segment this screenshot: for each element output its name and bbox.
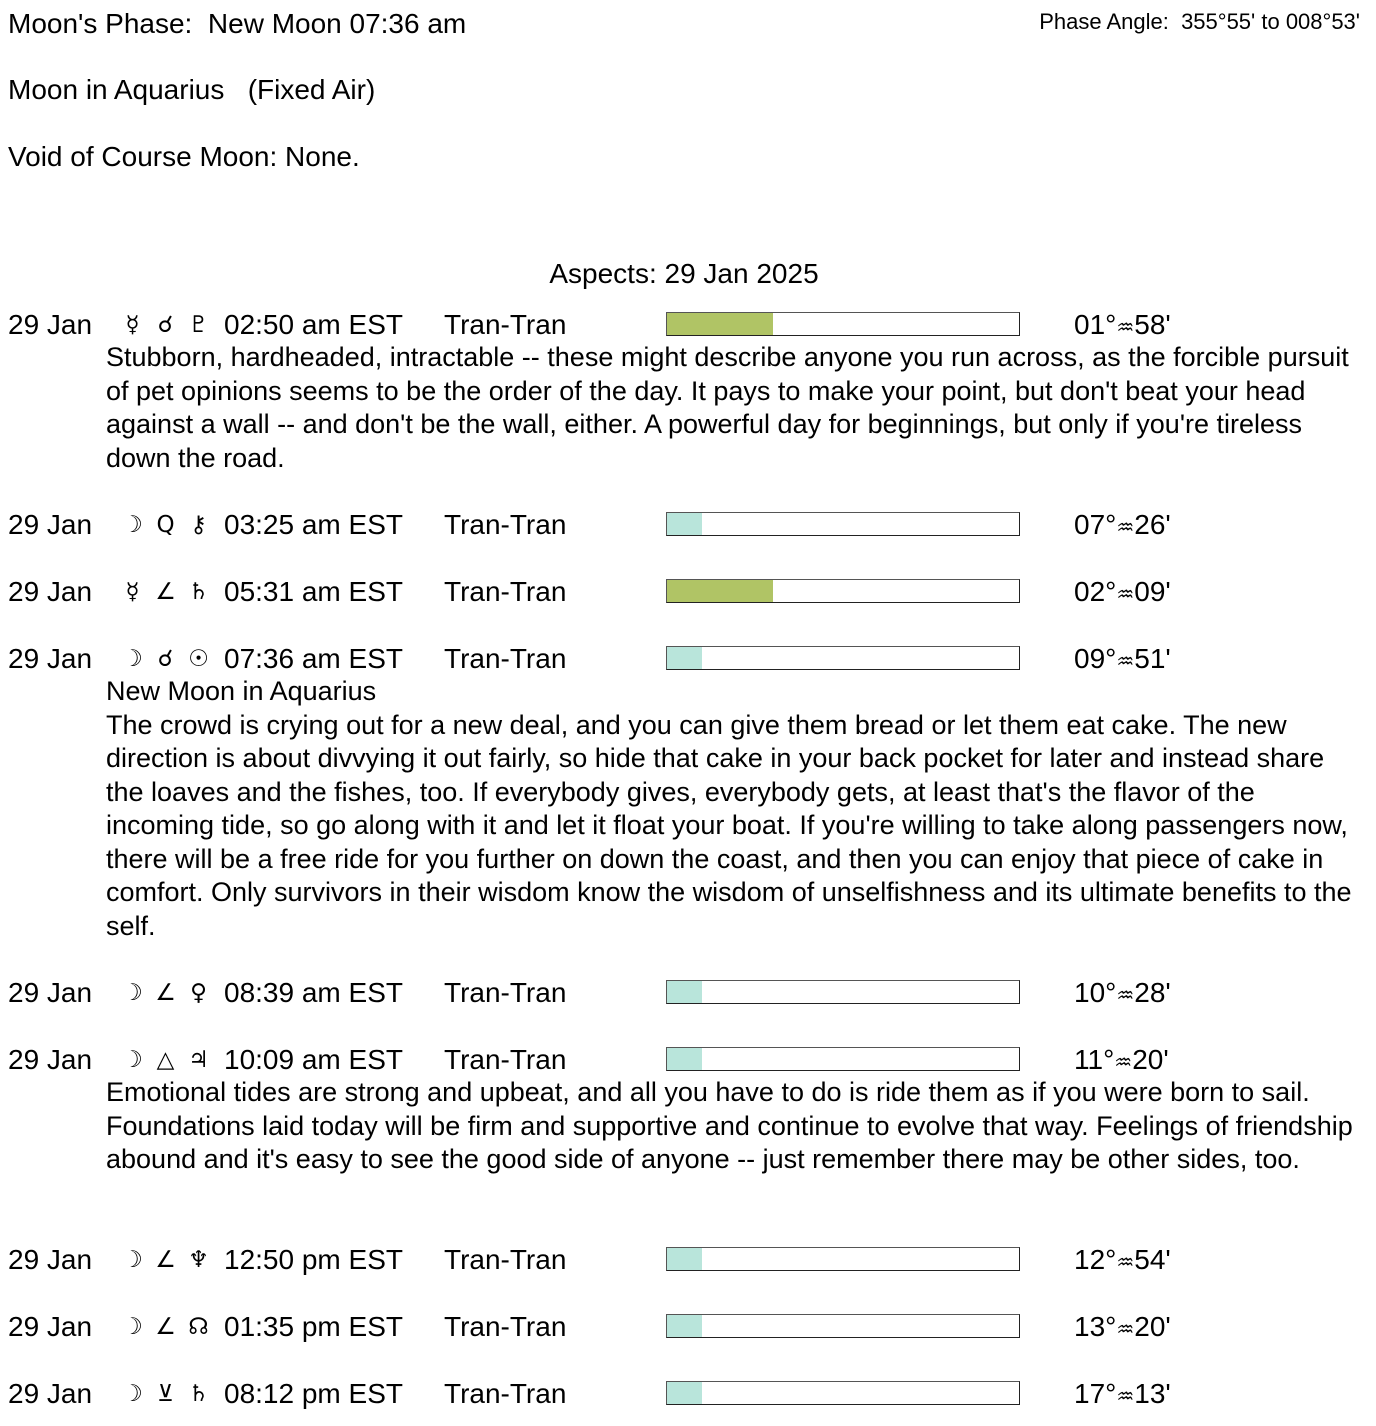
pluto-glyph-icon: ♇: [188, 312, 209, 338]
aspect-row: [0, 1243, 1376, 1277]
trine-glyph-icon: △: [156, 1047, 175, 1073]
aspect-type: Tran-Tran: [444, 509, 567, 540]
position-degree: 13°: [1074, 1311, 1117, 1342]
aspect-type: Tran-Tran: [444, 576, 567, 607]
aspect-type: Tran-Tran: [444, 1044, 567, 1075]
aspect-description: [106, 341, 1368, 475]
position-degree: 01°: [1074, 309, 1117, 340]
void-of-course: Void of Course Moon: None.: [8, 141, 360, 172]
position-degree: 10°: [1074, 977, 1117, 1008]
aspect-type: Tran-Tran: [444, 309, 567, 340]
position-degree: 07°: [1074, 509, 1117, 540]
conjunction-glyph-icon: ☌: [157, 646, 174, 672]
aspect-description-text: The crowd is crying out for a new deal, and you can give them bread or let them eat cake. The new direction is about divvying it out fairly, so hide that cake in your back pocket for later and instead share the loaves and the fishes, too. If everybody gives, everybody gets, at least that's the flavor of the incoming tide, so go along with it and let it float your boat. If you're willing to take along passengers now, there will be a free ride for you further on down the coast, and then you can enjoy that piece of cake in comfort. Only survivors in their wisdom know the wisdom of unselfishness and its ultimate benefits to the self.: [106, 709, 1352, 941]
position-degree: 02°: [1074, 576, 1117, 607]
aspect-position: [1074, 508, 1171, 544]
moon-glyph-icon: ☽: [122, 1314, 143, 1340]
strength-bar: [666, 1047, 1020, 1071]
aspect-row: [0, 575, 1376, 609]
aspect-date: 29 Jan: [8, 1378, 93, 1409]
aspect-date: 29 Jan: [8, 977, 93, 1008]
quintile-glyph-icon: Q: [156, 512, 175, 538]
north-node-glyph-icon: ☊: [188, 1314, 209, 1340]
aspect-description: [106, 1076, 1368, 1177]
position-minutes: 58': [1134, 309, 1171, 340]
strength-bar: [666, 1247, 1020, 1271]
aspect-type: Tran-Tran: [444, 977, 567, 1008]
aspect-glyphs: [116, 575, 215, 609]
strength-bar: [666, 312, 1020, 336]
aspect-date: 29 Jan: [8, 643, 93, 674]
mercury-glyph-icon: ☿: [125, 579, 140, 605]
conjunction-glyph-icon: ☌: [157, 312, 174, 338]
moon-glyph-icon: ☽: [122, 980, 143, 1006]
moon-glyph-icon: ☽: [122, 1047, 143, 1073]
position-minutes: 54': [1134, 1244, 1171, 1275]
sun-glyph-icon: ☉: [188, 646, 209, 672]
strength-bar-fill: [667, 313, 773, 335]
strength-bar-fill: [667, 981, 702, 1003]
strength-bar-fill: [667, 1048, 702, 1070]
aquarius-sign-icon: ♒: [1116, 649, 1135, 673]
aspect-date: 29 Jan: [8, 309, 93, 340]
aspect-time: 07:36 am EST: [224, 643, 403, 674]
aspect-type: Tran-Tran: [444, 1244, 567, 1275]
aquarius-sign-icon: ♒: [1116, 983, 1135, 1007]
aspect-time: 01:35 pm EST: [224, 1311, 403, 1342]
aspects-title: Aspects: 29 Jan 2025: [549, 258, 819, 289]
aspect-description: [106, 675, 1368, 943]
strength-bar-fill: [667, 1315, 702, 1337]
aquarius-sign-icon: ♒: [1116, 1250, 1135, 1274]
aspect-glyphs: [116, 308, 215, 342]
aspect-time: 08:39 am EST: [224, 977, 403, 1008]
aspect-time: 05:31 am EST: [224, 576, 403, 607]
saturn-glyph-icon: ♄: [188, 579, 209, 605]
phase-angle: Phase Angle: 355°55' to 008°53': [1039, 9, 1360, 34]
semisquare-glyph-icon: ∠: [155, 1314, 176, 1340]
aspect-time: 12:50 pm EST: [224, 1244, 403, 1275]
aspect-position: [1074, 575, 1171, 611]
aspect-glyphs: [116, 976, 215, 1010]
position-minutes: 28': [1134, 977, 1171, 1008]
moon-phase: Moon's Phase: New Moon 07:36 am: [8, 8, 467, 39]
aspect-time: 08:12 pm EST: [224, 1378, 403, 1409]
aspect-row: [0, 1377, 1376, 1411]
aspect-position: [1074, 1377, 1171, 1413]
aspect-position: [1074, 308, 1171, 344]
aspect-time: 10:09 am EST: [224, 1044, 403, 1075]
position-minutes: 09': [1134, 576, 1171, 607]
aspect-position: [1074, 642, 1171, 678]
aspect-type: Tran-Tran: [444, 1311, 567, 1342]
aspect-date: 29 Jan: [8, 1044, 93, 1075]
position-degree: 12°: [1074, 1244, 1117, 1275]
aspect-position: [1074, 1310, 1171, 1346]
moon-glyph-icon: ☽: [122, 512, 143, 538]
aquarius-sign-icon: ♒: [1116, 315, 1135, 339]
aspect-row: [0, 308, 1376, 342]
aspect-time: 02:50 am EST: [224, 309, 403, 340]
semisquare-glyph-icon: ∠: [155, 1247, 176, 1273]
chiron-glyph-icon: ⚷: [190, 512, 207, 538]
aspect-position: [1074, 976, 1171, 1012]
position-minutes: 20': [1132, 1044, 1169, 1075]
position-minutes: 20': [1134, 1311, 1171, 1342]
strength-bar: [666, 579, 1020, 603]
aquarius-sign-icon: ♒: [1116, 515, 1135, 539]
semisextile-glyph-icon: ⊻: [157, 1381, 174, 1407]
mercury-glyph-icon: ☿: [125, 312, 140, 338]
moon-glyph-icon: ☽: [122, 646, 143, 672]
strength-bar-fill: [667, 1248, 702, 1270]
aspect-row: [0, 642, 1376, 676]
moon-sign: Moon in Aquarius (Fixed Air): [8, 74, 376, 105]
aquarius-sign-icon: ♒: [1114, 1050, 1133, 1074]
semisquare-glyph-icon: ∠: [155, 579, 176, 605]
position-degree: 17°: [1074, 1378, 1117, 1409]
aspect-date: 29 Jan: [8, 509, 93, 540]
jupiter-glyph-icon: ♃: [188, 1047, 209, 1073]
aspect-glyphs: [116, 1310, 215, 1344]
aspect-date: 29 Jan: [8, 576, 93, 607]
aspect-type: Tran-Tran: [444, 643, 567, 674]
aspect-date: 29 Jan: [8, 1311, 93, 1342]
aspect-glyphs: [116, 508, 215, 542]
aspect-position: [1074, 1243, 1171, 1279]
neptune-glyph-icon: ♆: [188, 1247, 209, 1273]
aspect-type: Tran-Tran: [444, 1378, 567, 1409]
strength-bar-fill: [667, 580, 773, 602]
position-degree: 11°: [1074, 1044, 1115, 1075]
strength-bar: [666, 1381, 1020, 1405]
aspect-row: [0, 1310, 1376, 1344]
aspect-row: [0, 1043, 1376, 1077]
strength-bar: [666, 512, 1020, 536]
strength-bar: [666, 646, 1020, 670]
position-minutes: 13': [1134, 1378, 1171, 1409]
aspect-glyphs: [116, 1043, 215, 1077]
venus-glyph-icon: ♀: [190, 980, 207, 1006]
aspect-date: 29 Jan: [8, 1244, 93, 1275]
aspect-position: [1074, 1043, 1169, 1079]
aspect-row: [0, 976, 1376, 1010]
strength-bar-fill: [667, 513, 702, 535]
position-degree: 09°: [1074, 643, 1117, 674]
position-minutes: 51': [1134, 643, 1171, 674]
aquarius-sign-icon: ♒: [1116, 1384, 1135, 1408]
aspect-time: 03:25 am EST: [224, 509, 403, 540]
aquarius-sign-icon: ♒: [1116, 582, 1135, 606]
strength-bar: [666, 1314, 1020, 1338]
aspect-glyphs: [116, 642, 215, 676]
aspect-glyphs: [116, 1243, 215, 1277]
semisquare-glyph-icon: ∠: [155, 980, 176, 1006]
strength-bar-fill: [667, 1382, 702, 1404]
position-minutes: 26': [1134, 509, 1171, 540]
aspect-description-text: Emotional tides are strong and upbeat, and all you have to do is ride them as if you were born to sail. Foundations laid today will be firm and supportive and continue to evolve that way. Feelings of friendship abound and it's easy to see the good side of anyone -- just remember there may be other sides, too.: [106, 1077, 1353, 1174]
aquarius-sign-icon: ♒: [1116, 1317, 1135, 1341]
moon-glyph-icon: ☽: [122, 1381, 143, 1407]
strength-bar-fill: [667, 647, 702, 669]
strength-bar: [666, 980, 1020, 1004]
saturn-glyph-icon: ♄: [188, 1381, 209, 1407]
aspect-description-title: New Moon in Aquarius: [106, 676, 377, 706]
aspect-glyphs: [116, 1377, 215, 1411]
aspect-description-text: Stubborn, hardheaded, intractable -- these might describe anyone you run across, as the forcible pursuit of pet opinions seems to be the order of the day. It pays to make your point, but don't beat your head against a wall -- and don't be the wall, either. A powerful day for beginnings, but only if you're tireless down the road.: [106, 342, 1349, 473]
aspect-row: [0, 508, 1376, 542]
moon-glyph-icon: ☽: [122, 1247, 143, 1273]
